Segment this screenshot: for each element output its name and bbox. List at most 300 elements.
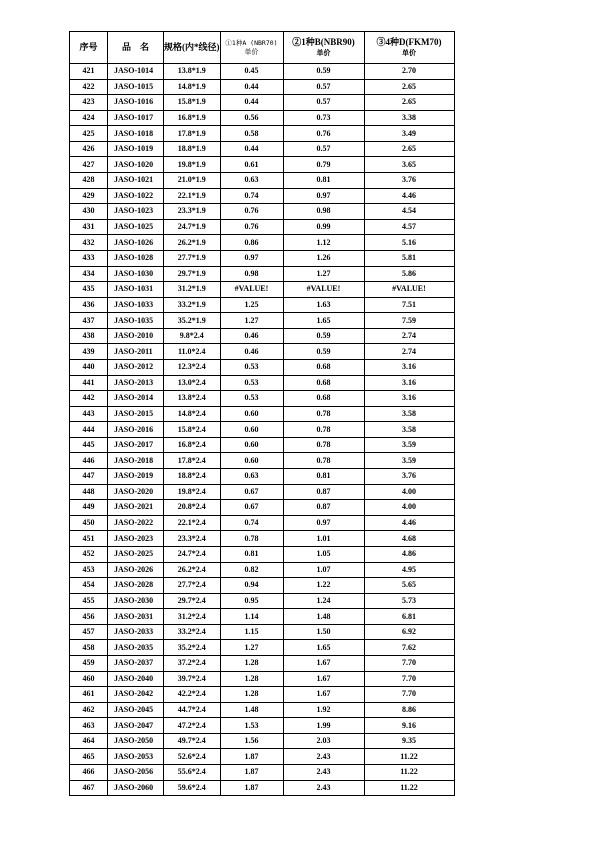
table-row [70,282,455,298]
cell-name: JASO-1026 [108,235,164,251]
cell-name: JASO-1016 [108,95,164,111]
table-row [70,375,455,391]
cell-spec: 17.8*2.4 [164,453,221,469]
cell-name: JASO-1014 [108,64,164,80]
cell-spec: 26.2*2.4 [164,562,221,578]
cell-spec: 39.7*2.4 [164,671,221,687]
cell-price-2: 1.67 [283,671,364,687]
cell-seq: 450 [70,515,108,531]
cell-price-2: 0.57 [283,79,364,95]
cell-spec: 23.3*1.9 [164,204,221,220]
cell-name: JASO-2026 [108,562,164,578]
cell-price-1: 1.14 [220,609,283,625]
cell-price-1: 0.97 [220,250,283,266]
cell-price-3: 4.86 [364,546,454,562]
cell-spec: 9.8*2.4 [164,328,221,344]
cell-price-3: 3.59 [364,437,454,453]
cell-price-2: 0.59 [283,64,364,80]
cell-seq: 424 [70,110,108,126]
table-row [70,297,455,313]
cell-price-3: 8.86 [364,702,454,718]
cell-seq: 464 [70,733,108,749]
cell-price-1: 0.45 [220,64,283,80]
cell-price-3: 7.70 [364,655,454,671]
cell-seq: 458 [70,640,108,656]
cell-price-2: 0.57 [283,141,364,157]
header-price-3 [364,32,454,64]
cell-name: JASO-2050 [108,733,164,749]
cell-seq: 425 [70,126,108,142]
cell-spec: 21.0*1.9 [164,173,221,189]
table-row [70,126,455,142]
cell-name: JASO-2016 [108,422,164,438]
cell-spec: 23.3*2.4 [164,531,221,547]
table-row [70,500,455,516]
cell-seq: 435 [70,282,108,298]
cell-name: JASO-1019 [108,141,164,157]
cell-spec: 19.8*2.4 [164,484,221,500]
cell-seq: 462 [70,702,108,718]
cell-price-1: 0.58 [220,126,283,142]
cell-seq: 463 [70,718,108,734]
cell-spec: 31.2*2.4 [164,609,221,625]
cell-seq: 451 [70,531,108,547]
cell-price-3: 3.76 [364,173,454,189]
cell-spec: 26.2*1.9 [164,235,221,251]
cell-price-1: #VALUE! [220,282,283,298]
cell-price-1: 0.81 [220,546,283,562]
cell-name: JASO-2056 [108,765,164,781]
cell-spec: 16.8*2.4 [164,437,221,453]
cell-name: JASO-1028 [108,250,164,266]
header-price-2-unit: 单价 [316,48,331,57]
cell-price-2: 1.65 [283,640,364,656]
cell-name: JASO-1022 [108,188,164,204]
cell-price-1: 0.56 [220,110,283,126]
cell-price-1: 1.27 [220,313,283,329]
cell-seq: 444 [70,422,108,438]
cell-spec: 13.0*2.4 [164,375,221,391]
table-row [70,702,455,718]
header-name: 品 名 [108,32,164,64]
cell-price-3: 3.65 [364,157,454,173]
cell-price-2: 1.26 [283,250,364,266]
table-row [70,437,455,453]
cell-price-1: 1.28 [220,655,283,671]
cell-price-2: 1.48 [283,609,364,625]
cell-seq: 430 [70,204,108,220]
cell-name: JASO-2025 [108,546,164,562]
table-row [70,328,455,344]
cell-price-2: 0.78 [283,453,364,469]
cell-price-1: 0.63 [220,173,283,189]
cell-price-2: 0.59 [283,344,364,360]
cell-spec: 16.8*1.9 [164,110,221,126]
table-row [70,406,455,422]
cell-price-1: 0.61 [220,157,283,173]
cell-name: JASO-2060 [108,780,164,796]
cell-price-3: 7.62 [364,640,454,656]
cell-price-3: 6.92 [364,624,454,640]
cell-price-3: 4.68 [364,531,454,547]
cell-price-3: 7.59 [364,313,454,329]
cell-price-3: 11.22 [364,765,454,781]
cell-spec: 13.8*2.4 [164,391,221,407]
cell-seq: 433 [70,250,108,266]
cell-price-1: 0.82 [220,562,283,578]
cell-price-3: 5.73 [364,593,454,609]
cell-price-1: 0.44 [220,95,283,111]
cell-price-1: 0.74 [220,515,283,531]
cell-name: JASO-2037 [108,655,164,671]
table-row [70,266,455,282]
table-row [70,391,455,407]
cell-spec: 18.8*2.4 [164,469,221,485]
cell-price-3: 4.95 [364,562,454,578]
cell-price-1: 0.46 [220,344,283,360]
cell-seq: 449 [70,500,108,516]
table-row [70,173,455,189]
table-row [70,687,455,703]
cell-name: JASO-1035 [108,313,164,329]
cell-price-2: 1.01 [283,531,364,547]
cell-name: JASO-2045 [108,702,164,718]
cell-name: JASO-2030 [108,593,164,609]
cell-seq: 443 [70,406,108,422]
cell-price-3: 9.16 [364,718,454,734]
cell-seq: 459 [70,655,108,671]
table-row [70,624,455,640]
cell-seq: 456 [70,609,108,625]
cell-price-2: 1.63 [283,297,364,313]
table-row [70,110,455,126]
cell-price-3: 2.65 [364,95,454,111]
cell-price-1: 0.78 [220,531,283,547]
cell-name: JASO-1031 [108,282,164,298]
cell-price-2: 1.99 [283,718,364,734]
cell-name: JASO-2018 [108,453,164,469]
table-row [70,204,455,220]
cell-name: JASO-2022 [108,515,164,531]
table-row [70,219,455,235]
cell-price-2: 1.92 [283,702,364,718]
table-row [70,562,455,578]
cell-name: JASO-2021 [108,500,164,516]
table-row [70,733,455,749]
table-row [70,640,455,656]
cell-seq: 446 [70,453,108,469]
table-row [70,469,455,485]
cell-price-2: 2.43 [283,780,364,796]
cell-seq: 432 [70,235,108,251]
cell-price-2: 1.50 [283,624,364,640]
cell-price-2: 0.97 [283,515,364,531]
cell-price-3: 7.70 [364,687,454,703]
cell-seq: 431 [70,219,108,235]
cell-price-2: 1.24 [283,593,364,609]
cell-seq: 445 [70,437,108,453]
table-row [70,515,455,531]
cell-price-3: 4.57 [364,219,454,235]
cell-seq: 434 [70,266,108,282]
cell-seq: 442 [70,391,108,407]
cell-spec: 15.8*1.9 [164,95,221,111]
cell-spec: 15.8*2.4 [164,422,221,438]
table-row [70,188,455,204]
cell-price-3: 5.65 [364,578,454,594]
cell-price-1: 0.67 [220,500,283,516]
cell-price-3: 11.22 [364,780,454,796]
cell-seq: 437 [70,313,108,329]
cell-price-3: 3.16 [364,391,454,407]
cell-price-2: 0.76 [283,126,364,142]
cell-seq: 421 [70,64,108,80]
cell-spec: 14.8*1.9 [164,79,221,95]
cell-price-3: 2.74 [364,344,454,360]
cell-price-1: 0.76 [220,219,283,235]
cell-name: JASO-2015 [108,406,164,422]
cell-price-2: 1.07 [283,562,364,578]
cell-spec: 35.2*1.9 [164,313,221,329]
cell-spec: 22.1*2.4 [164,515,221,531]
cell-price-2: 0.79 [283,157,364,173]
cell-name: JASO-1021 [108,173,164,189]
cell-seq: 439 [70,344,108,360]
cell-spec: 17.8*1.9 [164,126,221,142]
price-table [69,31,455,796]
table-row [70,422,455,438]
cell-name: JASO-1015 [108,79,164,95]
table-row [70,593,455,609]
cell-seq: 453 [70,562,108,578]
cell-price-1: 0.46 [220,328,283,344]
cell-price-2: 2.03 [283,733,364,749]
cell-price-2: 1.05 [283,546,364,562]
cell-price-1: 0.94 [220,578,283,594]
cell-name: JASO-2033 [108,624,164,640]
cell-name: JASO-2010 [108,328,164,344]
cell-price-1: 1.25 [220,297,283,313]
cell-price-3: 4.00 [364,484,454,500]
cell-price-1: 0.44 [220,79,283,95]
table-row [70,141,455,157]
cell-seq: 441 [70,375,108,391]
cell-name: JASO-1018 [108,126,164,142]
cell-price-2: 0.97 [283,188,364,204]
cell-price-3: 4.46 [364,188,454,204]
header-price-3-title: ③4种D(FKM70) [376,36,442,47]
cell-spec: 47.2*2.4 [164,718,221,734]
cell-name: JASO-2019 [108,469,164,485]
table-row [70,578,455,594]
cell-seq: 465 [70,749,108,765]
cell-price-1: 0.60 [220,453,283,469]
cell-price-3: 5.86 [364,266,454,282]
cell-spec: 37.2*2.4 [164,655,221,671]
header-price-2-title: ②1种B(NBR90) [292,36,355,47]
cell-spec: 13.8*1.9 [164,64,221,80]
cell-spec: 22.1*1.9 [164,188,221,204]
cell-seq: 422 [70,79,108,95]
cell-name: JASO-2040 [108,671,164,687]
cell-price-1: 0.76 [220,204,283,220]
cell-price-2: 0.81 [283,173,364,189]
cell-price-1: 1.48 [220,702,283,718]
cell-spec: 24.7*1.9 [164,219,221,235]
cell-price-2: 0.78 [283,406,364,422]
cell-seq: 438 [70,328,108,344]
cell-price-3: 6.81 [364,609,454,625]
cell-price-1: 1.87 [220,765,283,781]
cell-spec: 27.7*1.9 [164,250,221,266]
table-row [70,79,455,95]
cell-price-3: 3.49 [364,126,454,142]
cell-price-1: 0.74 [220,188,283,204]
header-price-1-unit: 单价 [244,47,259,56]
cell-price-3: 2.74 [364,328,454,344]
cell-price-1: 0.95 [220,593,283,609]
cell-name: JASO-2042 [108,687,164,703]
cell-price-1: 1.87 [220,749,283,765]
cell-price-3: 5.81 [364,250,454,266]
cell-spec: 52.6*2.4 [164,749,221,765]
cell-price-2: 0.68 [283,375,364,391]
cell-price-2: 0.68 [283,391,364,407]
cell-seq: 428 [70,173,108,189]
cell-name: JASO-1025 [108,219,164,235]
cell-name: JASO-2013 [108,375,164,391]
cell-price-3: 3.16 [364,359,454,375]
cell-price-2: 0.87 [283,500,364,516]
cell-name: JASO-2028 [108,578,164,594]
table-row [70,780,455,796]
cell-price-2: 0.81 [283,469,364,485]
cell-price-3: 7.70 [364,671,454,687]
cell-price-3: 9.35 [364,733,454,749]
header-seq: 序号 [70,32,108,64]
cell-name: JASO-2020 [108,484,164,500]
table-row [70,313,455,329]
cell-price-3: 3.38 [364,110,454,126]
table-row [70,671,455,687]
cell-seq: 447 [70,469,108,485]
cell-price-2: 0.78 [283,422,364,438]
cell-spec: 44.7*2.4 [164,702,221,718]
cell-price-1: 0.53 [220,391,283,407]
cell-price-3: 4.54 [364,204,454,220]
table-header [70,32,455,64]
cell-price-3: 4.46 [364,515,454,531]
cell-price-3: 3.58 [364,422,454,438]
header-price-1-title: ①1种A (NBR70) [225,38,278,47]
cell-price-1: 0.86 [220,235,283,251]
cell-spec: 29.7*1.9 [164,266,221,282]
cell-spec: 12.3*2.4 [164,359,221,375]
table-row [70,609,455,625]
cell-spec: 49.7*2.4 [164,733,221,749]
cell-price-1: 0.44 [220,141,283,157]
cell-price-2: 1.67 [283,655,364,671]
cell-name: JASO-2035 [108,640,164,656]
cell-spec: 33.2*1.9 [164,297,221,313]
cell-seq: 448 [70,484,108,500]
cell-seq: 466 [70,765,108,781]
cell-name: JASO-1023 [108,204,164,220]
cell-price-1: 1.15 [220,624,283,640]
cell-price-3: 5.16 [364,235,454,251]
cell-price-2: 0.59 [283,328,364,344]
cell-price-1: 1.56 [220,733,283,749]
table-row [70,484,455,500]
cell-price-2: 0.78 [283,437,364,453]
cell-name: JASO-2012 [108,359,164,375]
cell-name: JASO-2014 [108,391,164,407]
cell-price-3: 7.51 [364,297,454,313]
cell-name: JASO-1030 [108,266,164,282]
cell-spec: 35.2*2.4 [164,640,221,656]
cell-seq: 452 [70,546,108,562]
cell-price-2: 2.43 [283,749,364,765]
cell-price-3: 3.59 [364,453,454,469]
cell-seq: 426 [70,141,108,157]
cell-spec: 31.2*1.9 [164,282,221,298]
header-price-3-unit: 单价 [402,48,416,57]
cell-price-1: 0.53 [220,359,283,375]
table-row [70,765,455,781]
header-price-2 [283,32,364,64]
table-row [70,64,455,80]
cell-seq: 467 [70,780,108,796]
cell-price-1: 1.28 [220,687,283,703]
cell-price-1: 1.27 [220,640,283,656]
header-spec: 规格(内*线径) [164,32,221,64]
cell-name: JASO-2011 [108,344,164,360]
cell-price-1: 0.60 [220,437,283,453]
cell-spec: 18.8*1.9 [164,141,221,157]
cell-price-3: #VALUE! [364,282,454,298]
cell-name: JASO-2047 [108,718,164,734]
cell-price-3: 11.22 [364,749,454,765]
cell-price-2: 1.27 [283,266,364,282]
table-row [70,531,455,547]
cell-seq: 454 [70,578,108,594]
cell-price-2: 1.12 [283,235,364,251]
cell-name: JASO-1020 [108,157,164,173]
cell-price-3: 3.58 [364,406,454,422]
cell-seq: 440 [70,359,108,375]
cell-price-3: 4.00 [364,500,454,516]
cell-spec: 55.6*2.4 [164,765,221,781]
cell-spec: 11.0*2.4 [164,344,221,360]
cell-price-3: 3.76 [364,469,454,485]
cell-price-2: 2.43 [283,765,364,781]
cell-spec: 14.8*2.4 [164,406,221,422]
cell-price-1: 0.60 [220,422,283,438]
cell-price-3: 2.65 [364,141,454,157]
cell-name: JASO-1033 [108,297,164,313]
cell-seq: 427 [70,157,108,173]
header-row [70,32,455,64]
cell-price-1: 0.67 [220,484,283,500]
cell-name: JASO-1017 [108,110,164,126]
cell-price-1: 1.28 [220,671,283,687]
cell-price-2: 0.99 [283,219,364,235]
cell-spec: 19.8*1.9 [164,157,221,173]
cell-price-2: 1.67 [283,687,364,703]
cell-price-2: 1.65 [283,313,364,329]
table-row [70,359,455,375]
cell-price-1: 1.53 [220,718,283,734]
